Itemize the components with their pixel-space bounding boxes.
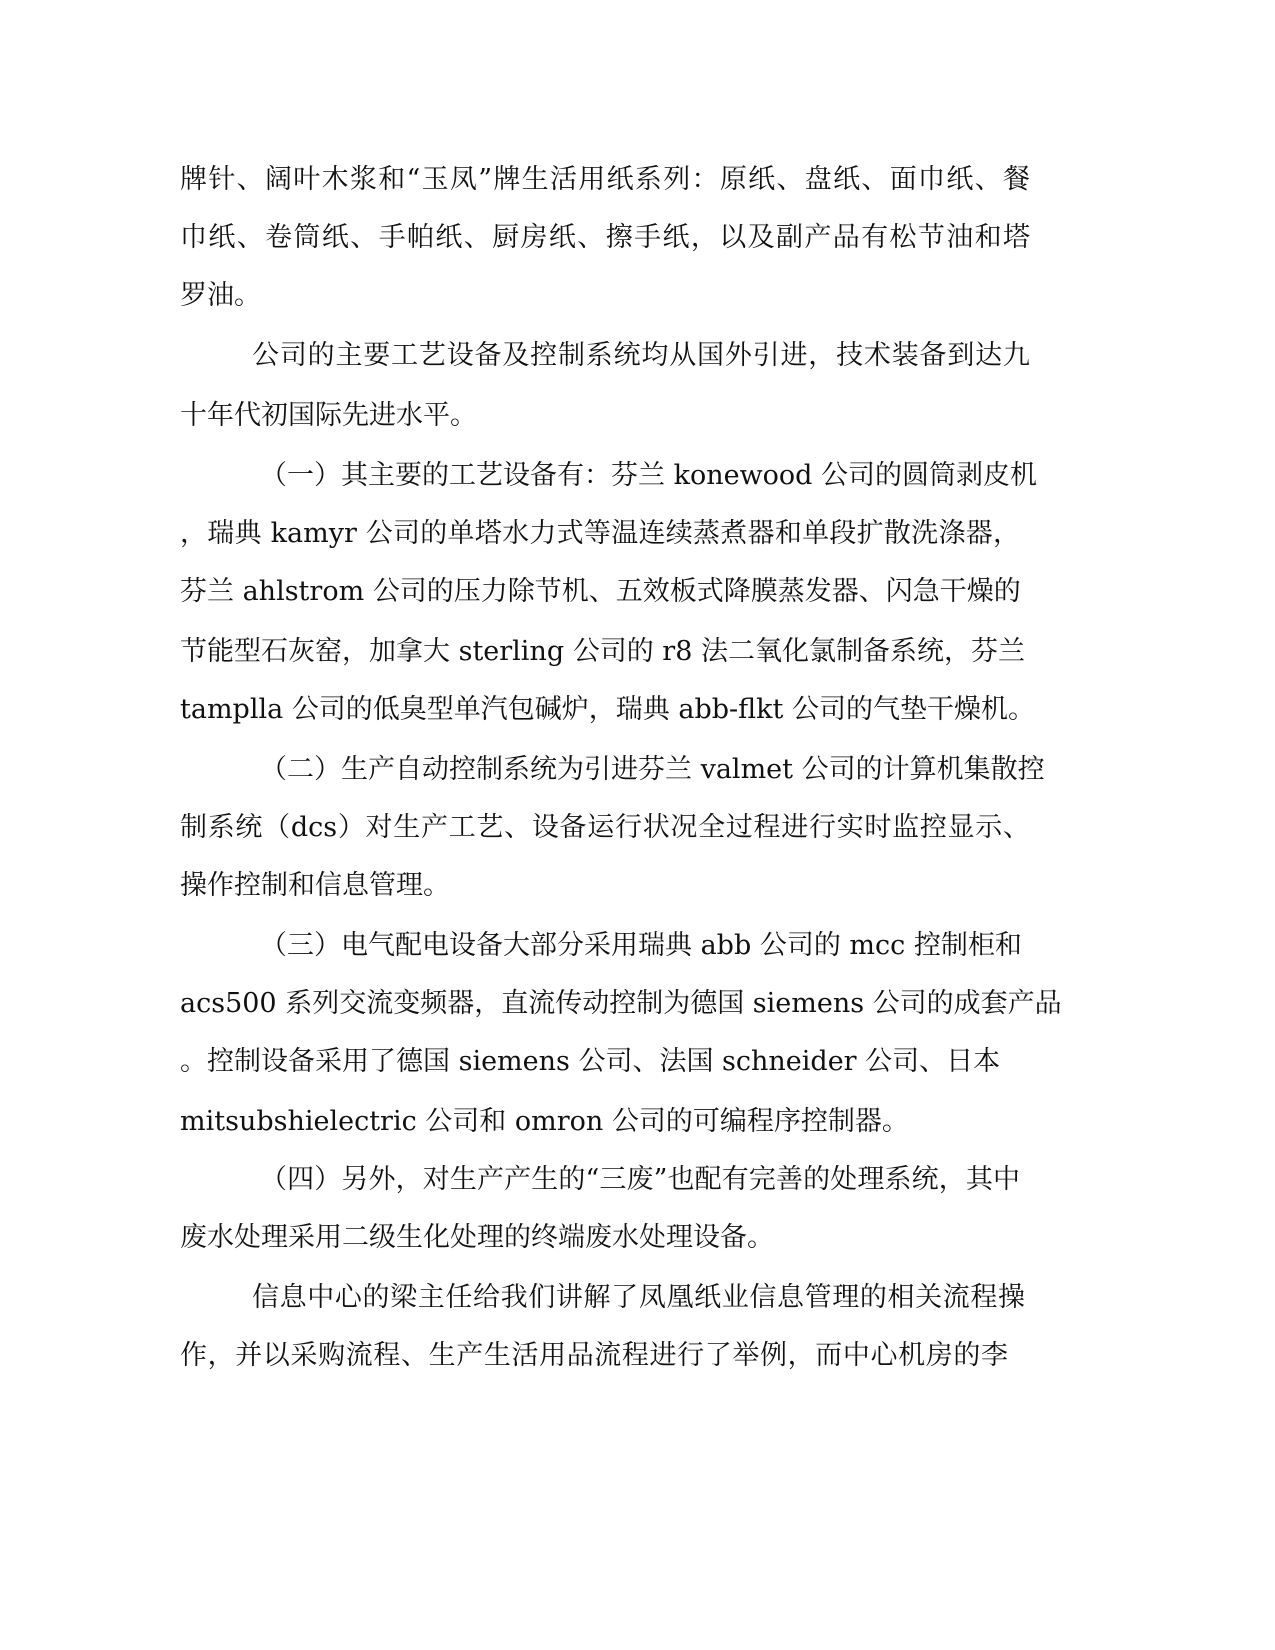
text-line-19: 废水处理采用二级生化处理的终端废水处理设备。 xyxy=(180,1222,774,1253)
text-line-7: ，瑞典 kamyr 公司的单塔水力式等温连续蒸煮器和单段扩散洗涤器， xyxy=(180,518,1020,549)
text-line-6: （一）其主要的工艺设备有：芬兰 konewood 公司的圆筒剥皮机 xyxy=(260,460,1038,491)
text-line-15: acs500 系列交流变频器，直流传动控制为德国 siemens 公司的成套产品 xyxy=(180,988,1062,1019)
text-line-13: 操作控制和信息管理。 xyxy=(180,870,450,901)
text-line-4: 公司的主要工艺设备及控制系统均从国外引进，技术装备到达九 xyxy=(252,340,1030,371)
text-line-10: tamplla 公司的低臭型单汽包碱炉，瑞典 abb-flkt 公司的气垫干燥机。 xyxy=(180,694,1035,725)
text-line-16: 。控制设备采用了德国 siemens 公司、法国 schneider 公司、日本 xyxy=(180,1046,1001,1077)
text-line-5: 十年代初国际先进水平。 xyxy=(180,400,477,431)
text-line-11: （二）生产自动控制系统为引进芬兰 valmet 公司的计算机集散控 xyxy=(260,754,1045,785)
text-line-9: 节能型石灰窑，加拿大 sterling 公司的 r8 法二氧化氯制备系统，芬兰 xyxy=(180,636,1025,667)
text-line-8: 芬兰 ahlstrom 公司的压力除节机、五效板式降膜蒸发器、闪急干燥的 xyxy=(180,576,1021,607)
text-line-14: （三）电气配电设备大部分采用瑞典 abb 公司的 mcc 控制柜和 xyxy=(260,930,1022,961)
text-line-1: 牌针、阔叶木浆和“玉凤”牌生活用纸系列：原纸、盘纸、面巾纸、餐 xyxy=(180,164,1030,195)
text-line-20: 信息中心的梁主任给我们讲解了凤凰纸业信息管理的相关流程操 xyxy=(252,1282,1025,1313)
text-line-2: 巾纸、卷筒纸、手帕纸、厨房纸、擦手纸，以及副产品有松节油和塔 xyxy=(180,222,1030,253)
text-line-3: 罗油。 xyxy=(180,280,261,311)
text-line-21: 作，并以采购流程、生产生活用品流程进行了举例，而中心机房的李 xyxy=(180,1340,1008,1371)
text-line-18: （四）另外，对生产产生的“三废”也配有完善的处理系统，其中 xyxy=(260,1164,1020,1195)
text-line-12: 制系统（dcs）对生产工艺、设备运行状况全过程进行实时监控显示、 xyxy=(180,812,1030,843)
text-line-17: mitsubshielectric 公司和 omron 公司的可编程序控制器。 xyxy=(180,1106,909,1137)
